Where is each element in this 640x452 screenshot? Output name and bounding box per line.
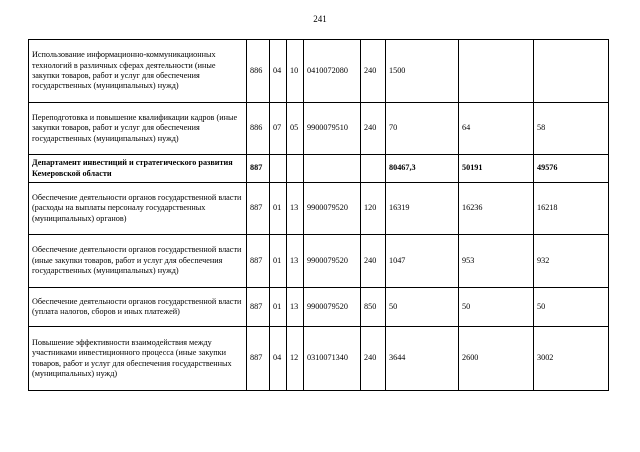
subsection-code: 13 — [287, 235, 304, 288]
amount-year-2: 16236 — [459, 183, 534, 235]
subsection-code: 13 — [287, 183, 304, 235]
subsection-code: 10 — [287, 40, 304, 103]
section-code: 07 — [270, 103, 287, 155]
row-description: Использование информационно-коммуникационных технологий в различных сферах деятельности (иные закупки товаров, работ и услуг для обеспечения государственных (муниципальных) нужд) — [29, 40, 247, 103]
target-article-code: 9900079510 — [304, 103, 361, 155]
table-row — [29, 103, 609, 155]
row-description: Обеспечение деятельности органов государственной власти (иные закупки товаров, работ и услуг для обеспечения государственных (муниципальных) нужд) — [29, 235, 247, 288]
table-row — [29, 40, 609, 103]
section-code: 04 — [270, 40, 287, 103]
section-code: 01 — [270, 183, 287, 235]
row-description: Обеспечение деятельности органов государственной власти (расходы на выплаты персоналу государственных (муниципальных) органов) — [29, 183, 247, 235]
grbs-code: 887 — [247, 235, 270, 288]
grbs-code: 886 — [247, 103, 270, 155]
amount-year-2: 64 — [459, 103, 534, 155]
department-name: Департамент инвестиций и стратегического развития Кемеровской области — [29, 155, 247, 183]
subsection-code: 05 — [287, 103, 304, 155]
target-article-code — [304, 155, 361, 183]
grbs-code: 887 — [247, 155, 270, 183]
grbs-code: 887 — [247, 327, 270, 391]
amount-year-3 — [534, 40, 609, 103]
row-description: Повышение эффективности взаимодействия между участниками инвестиционного процесса (иные закупки товаров, работ и услуг для обеспечения государственных (муниципальных) нужд) — [29, 327, 247, 391]
expense-type-code: 240 — [361, 327, 386, 391]
table-row — [29, 235, 609, 288]
expense-type-code: 240 — [361, 40, 386, 103]
amount-year-3: 3002 — [534, 327, 609, 391]
expense-type-code: 850 — [361, 288, 386, 327]
amount-year-2: 50191 — [459, 155, 534, 183]
amount-year-3: 50 — [534, 288, 609, 327]
amount-year-3: 932 — [534, 235, 609, 288]
budget-table — [28, 39, 609, 391]
table-row — [29, 288, 609, 327]
grbs-code: 887 — [247, 183, 270, 235]
amount-year-2: 50 — [459, 288, 534, 327]
amount-year-1: 80467,3 — [386, 155, 459, 183]
subsection-code: 12 — [287, 327, 304, 391]
table-row — [29, 183, 609, 235]
subsection-code — [287, 155, 304, 183]
expense-type-code — [361, 155, 386, 183]
expense-type-code: 240 — [361, 103, 386, 155]
row-description: Переподготовка и повышение квалификации кадров (иные закупки товаров, работ и услуг для обеспечения государственных (муниципальных) нужд) — [29, 103, 247, 155]
section-code: 01 — [270, 235, 287, 288]
amount-year-1: 70 — [386, 103, 459, 155]
grbs-code: 887 — [247, 288, 270, 327]
amount-year-3: 58 — [534, 103, 609, 155]
amount-year-1: 50 — [386, 288, 459, 327]
expense-type-code: 120 — [361, 183, 386, 235]
table-row — [29, 327, 609, 391]
amount-year-3: 49576 — [534, 155, 609, 183]
table-row-department — [29, 155, 609, 183]
amount-year-2: 953 — [459, 235, 534, 288]
target-article-code: 9900079520 — [304, 183, 361, 235]
page-number: 241 — [313, 14, 327, 24]
subsection-code: 13 — [287, 288, 304, 327]
row-description: Обеспечение деятельности органов государственной власти (уплата налогов, сборов и иных платежей) — [29, 288, 247, 327]
expense-type-code: 240 — [361, 235, 386, 288]
target-article-code: 0410072080 — [304, 40, 361, 103]
amount-year-1: 1047 — [386, 235, 459, 288]
table-body — [29, 40, 609, 391]
amount-year-1: 1500 — [386, 40, 459, 103]
amount-year-2: 2600 — [459, 327, 534, 391]
section-code — [270, 155, 287, 183]
target-article-code: 9900079520 — [304, 235, 361, 288]
amount-year-3: 16218 — [534, 183, 609, 235]
section-code: 01 — [270, 288, 287, 327]
amount-year-2 — [459, 40, 534, 103]
target-article-code: 0310071340 — [304, 327, 361, 391]
grbs-code: 886 — [247, 40, 270, 103]
target-article-code: 9900079520 — [304, 288, 361, 327]
section-code: 04 — [270, 327, 287, 391]
amount-year-1: 3644 — [386, 327, 459, 391]
amount-year-1: 16319 — [386, 183, 459, 235]
